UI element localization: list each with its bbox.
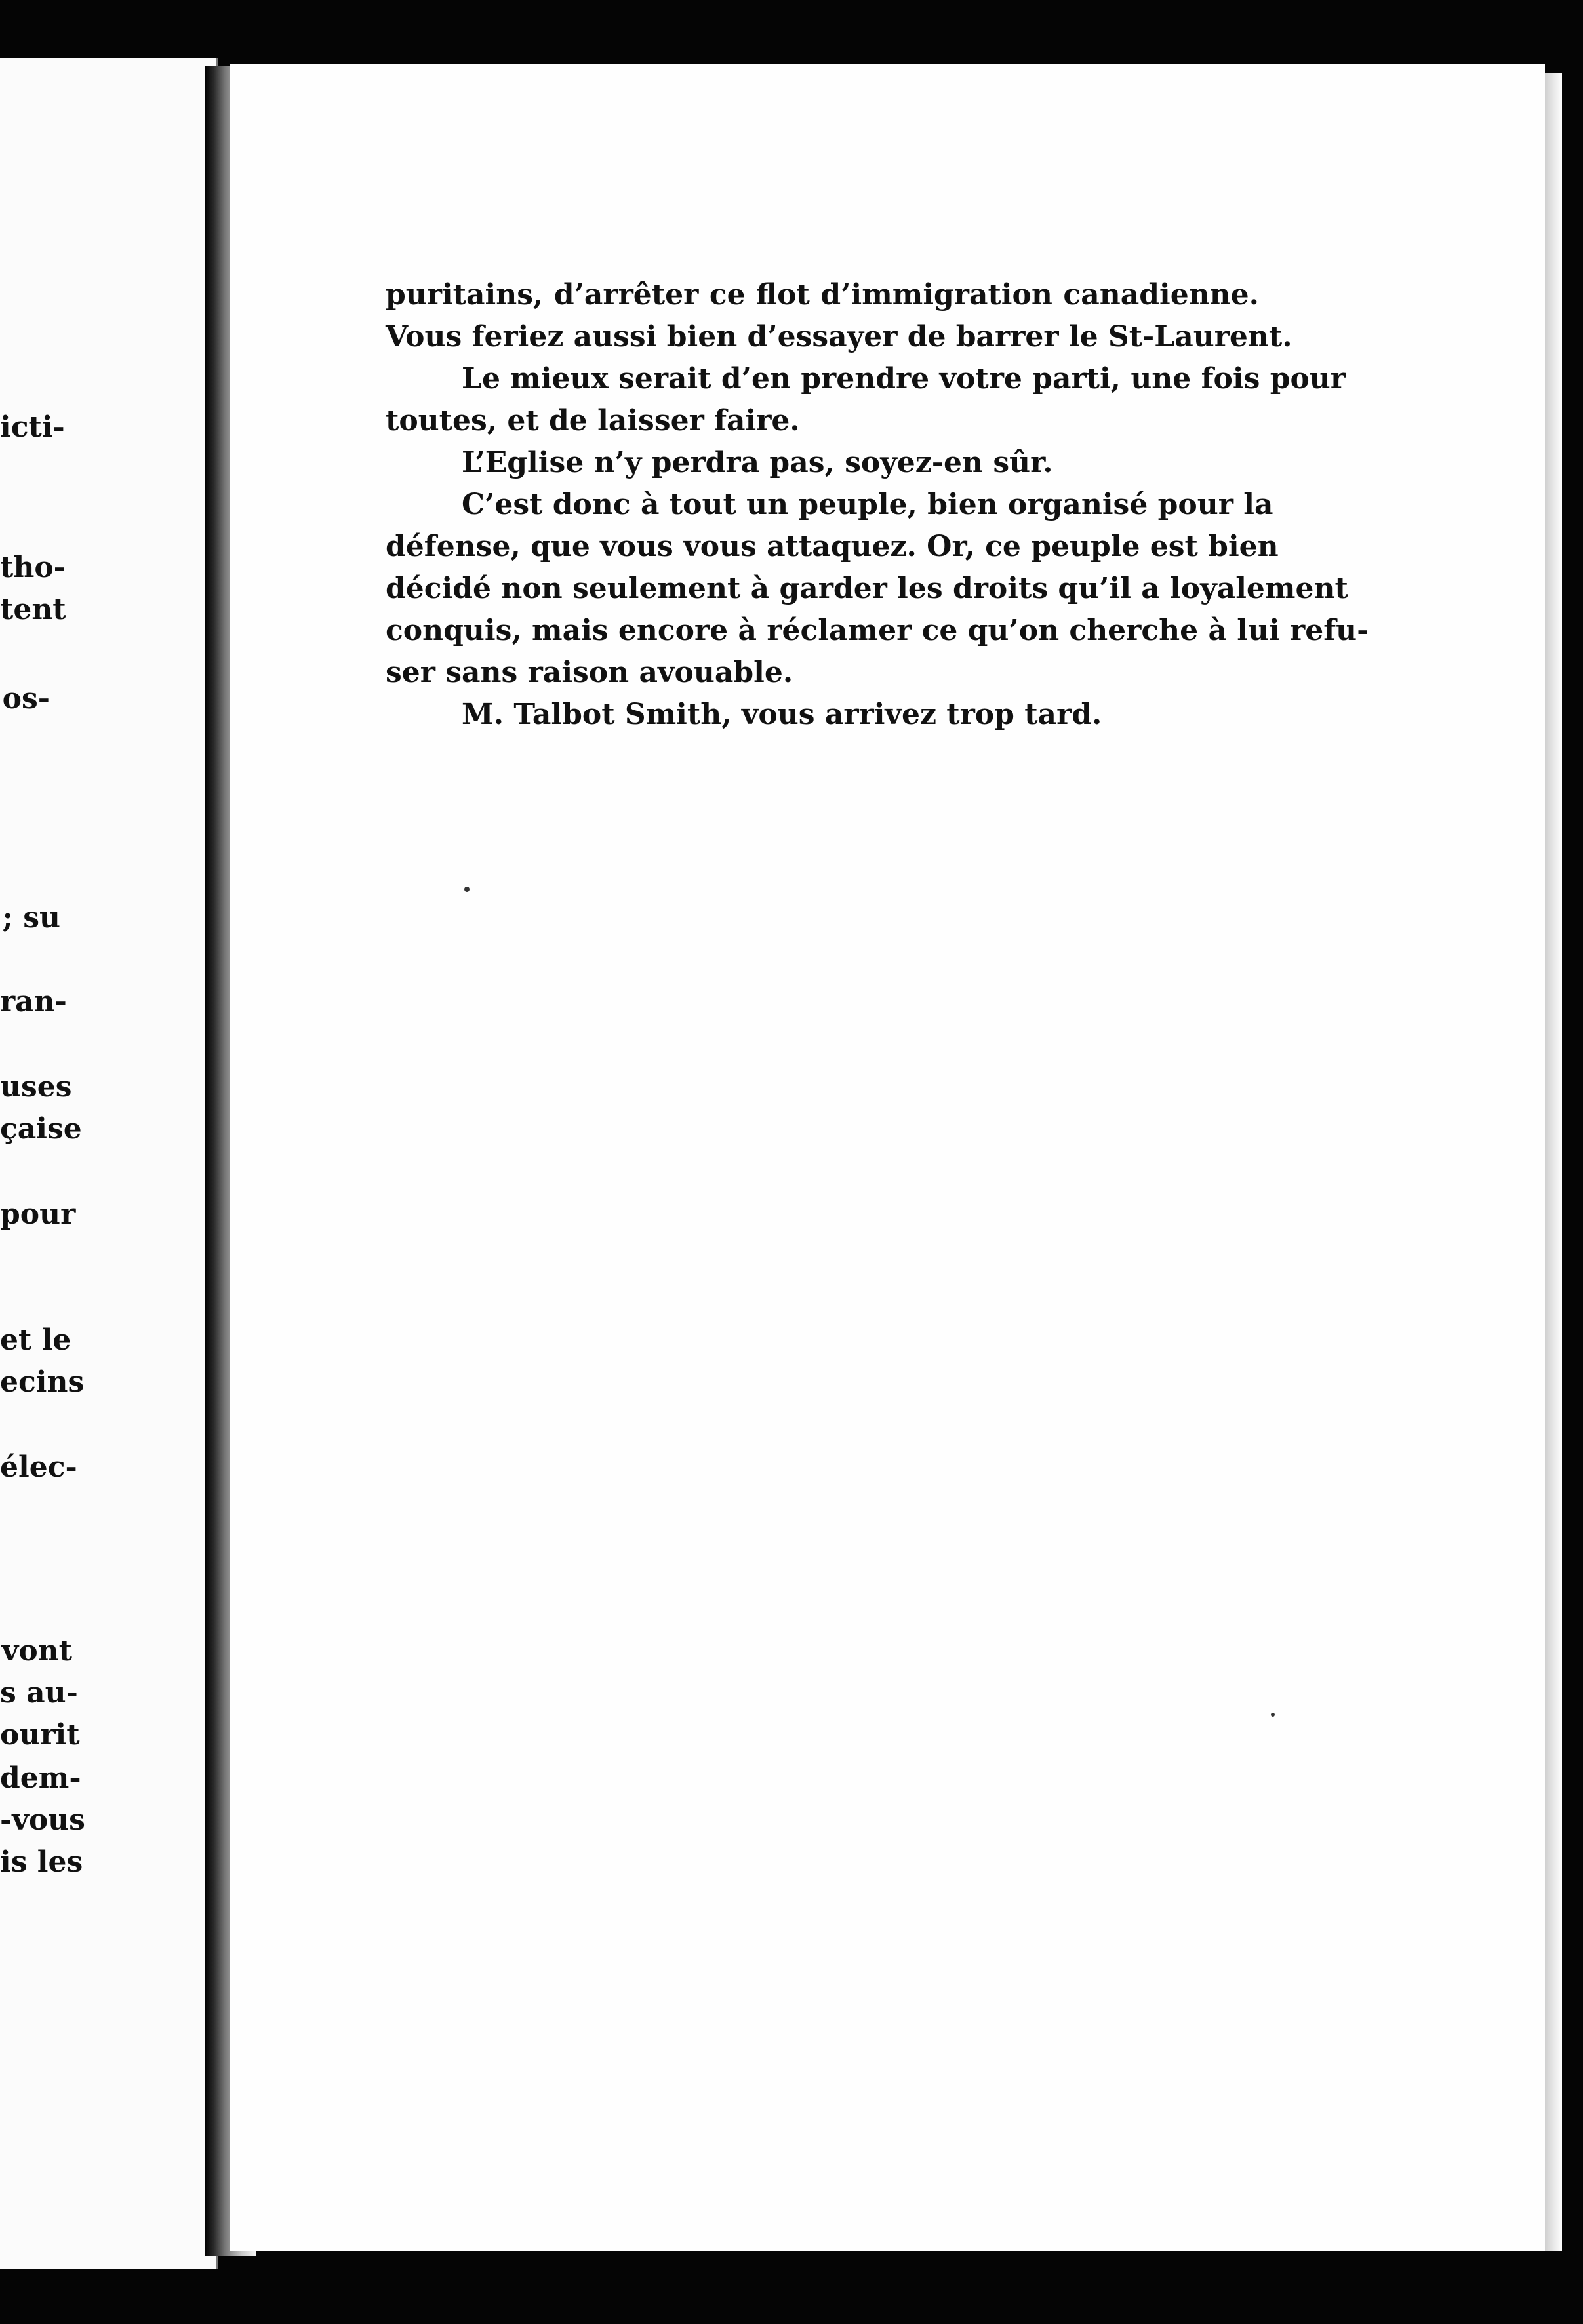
text-line: défense, que vous vous attaquez. Or, ce peuple est bien [386,530,1279,563]
left-page-fragment: tent [0,593,66,626]
left-page-fragment: icti- [0,411,65,444]
left-page-fragment: çaise [0,1112,82,1146]
text-line: puritains, d’arrêter ce flot d’immigration canadienne. [386,278,1259,311]
left-page-fragment: dem- [0,1761,81,1795]
left-page-fragment: élec- [0,1451,77,1484]
text-line: Vous feriez aussi bien d’essayer de barrer le St-Laurent. [386,320,1292,353]
main-page-text [386,274,1369,736]
right-page-edge [1545,73,1562,2251]
left-page-fragment: is les [0,1845,83,1879]
left-page-fragment: -vous [0,1803,85,1837]
text-line: conquis, mais encore à réclamer ce qu’on cherche à lui refu- [386,614,1369,647]
text-line: M. Talbot Smith, vous arrivez trop tard. [462,698,1102,731]
text-line: toutes, et de laisser faire. [386,404,800,437]
text-line: Le mieux serait d’en prendre votre parti, une fois pour [462,362,1346,395]
text-line: L’Eglise n’y perdra pas, soyez-en sûr. [462,446,1053,479]
left-page-fragment: ecins [0,1365,85,1399]
text-line: ser sans raison avouable. [386,656,793,689]
left-page-fragment: s au- [0,1676,78,1710]
left-page-fragment: ourit [0,1718,80,1752]
left-page-fragment: uses [0,1070,72,1104]
left-page-fragment: vont [1,1634,72,1668]
left-page-fragment: ran- [0,985,67,1018]
left-page-fragment: os- [2,682,50,715]
text-line: C’est donc à tout un peuple, bien organisé pour la [462,488,1273,521]
left-page-fragment: et le [0,1323,71,1357]
scan-speck [464,887,470,892]
scan-speck [1271,1713,1275,1717]
left-page-fragment: pour [0,1197,76,1231]
text-line: décidé non seulement à garder les droits qu’il a loyalement [386,572,1348,605]
left-page-edge [0,58,218,2269]
left-page-fragment: ; su [2,901,60,934]
left-page-fragment: tho- [0,551,66,584]
